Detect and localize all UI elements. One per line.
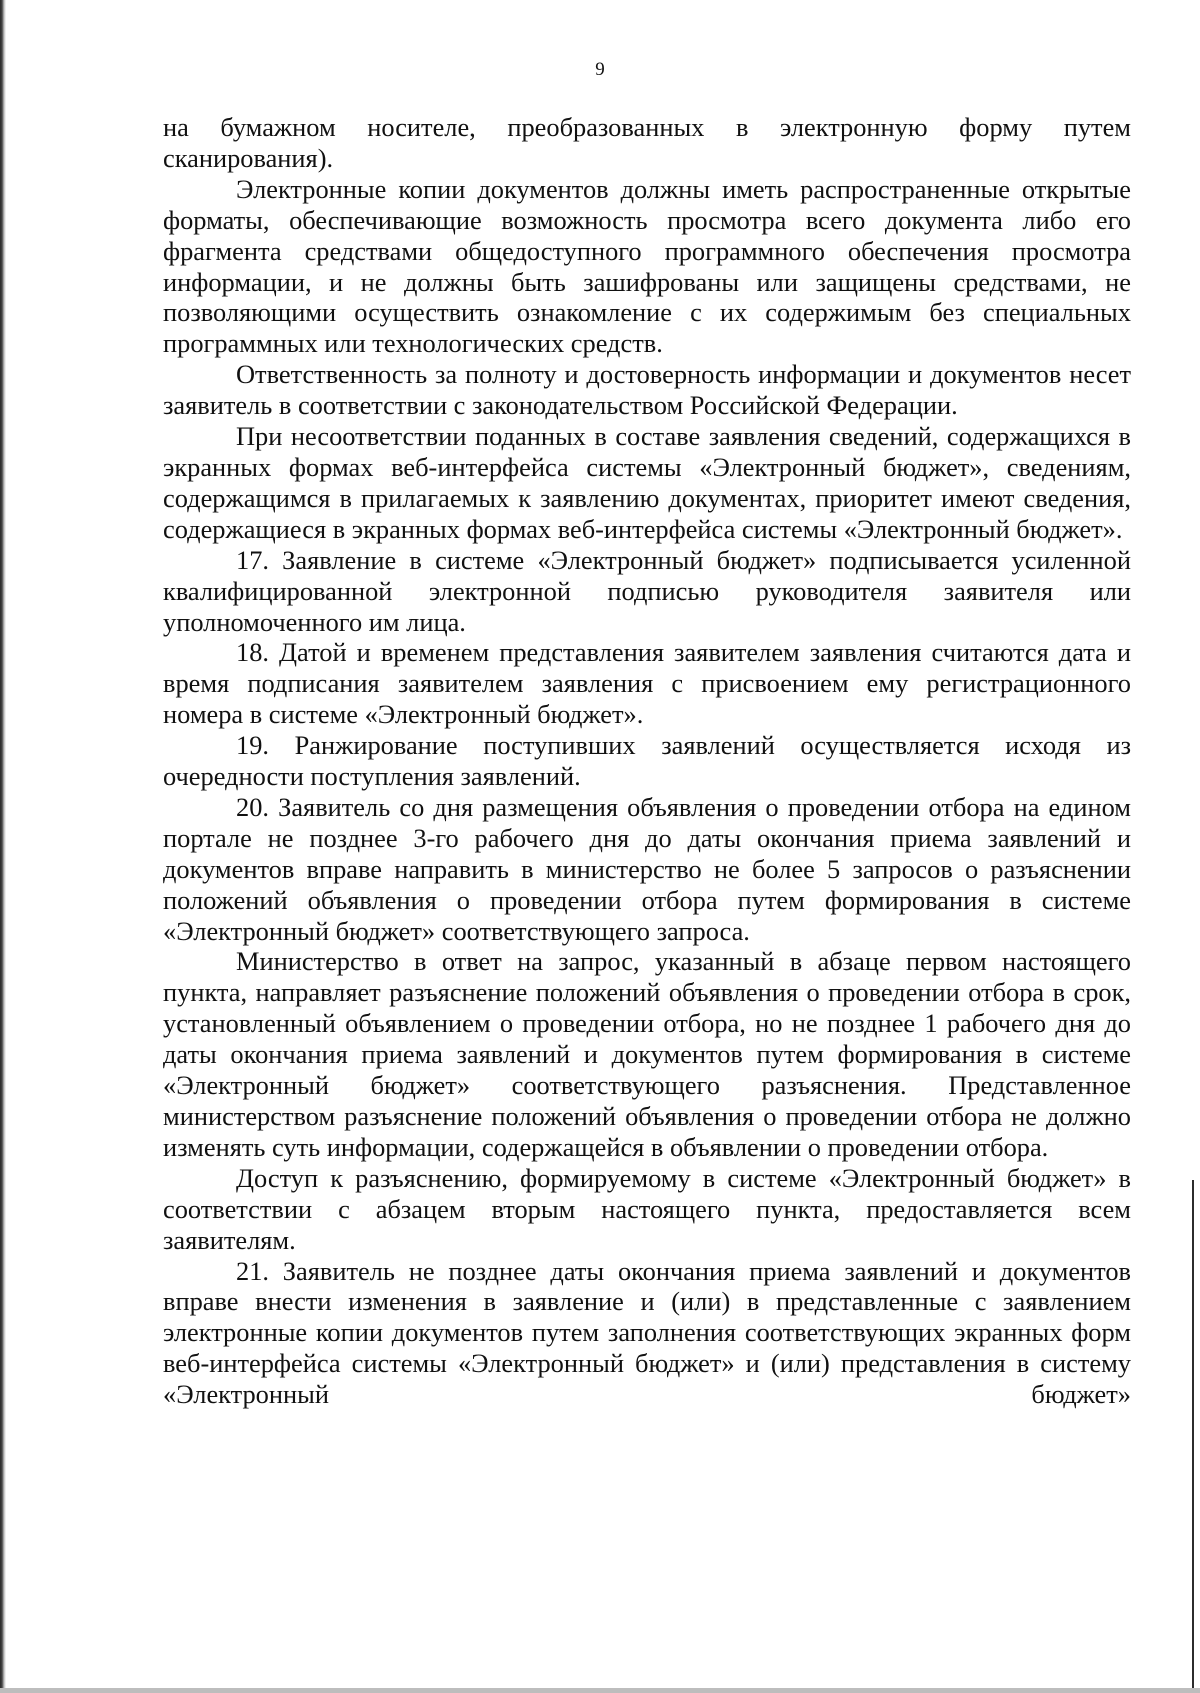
- document-body: [163, 112, 1131, 1410]
- paragraph-item-21: 21. Заявитель не позднее даты окончания приема заявлений и документов вправе внести изменения в заявление и (или) в представленные с заявлением электронные копии документов путем заполнения соответствующих экранных форм веб-интерфейса системы «Электронный бюджет» и (или) представления в систему «Электронный бюджет»: [163, 1255, 1131, 1410]
- paragraph: Электронные копии документов должны иметь распространенные открытые форматы, обеспечивающие возможность просмотра всего документа либо его фрагмента средствами общедоступного программного обеспечения просмотра информации, и не должны быть зашифрованы или защищены средствами, не позволяющими осуществить ознакомление с их содержимым без специальных программных или технологических средств.: [163, 173, 1131, 359]
- paragraph-item-17: 17. Заявление в системе «Электронный бюджет» подписывается усиленной квалифицированной электронной подписью руководителя заявителя или уполномоченного им лица.: [163, 544, 1131, 637]
- scan-edge-right: [1192, 1180, 1194, 1693]
- paragraph: При несоответствии поданных в составе заявления сведений, содержащихся в экранных формах веб-интерфейса системы «Электронный бюджет», сведениям, содержащимся в прилагаемых к заявлению документах, приоритет имеют сведения, содержащиеся в экранных формах веб-интерфейса системы «Электронный бюджет».: [163, 421, 1131, 544]
- scan-edge-bottom: [0, 1688, 1200, 1693]
- paragraph: Доступ к разъяснению, формируемому в системе «Электронный бюджет» в соответствии с абзацем вторым настоящего пункта, предоставляется всем заявителям.: [163, 1162, 1131, 1255]
- paragraph: на бумажном носителе, преобразованных в электронную форму путем сканирования).: [163, 112, 1131, 173]
- paragraph-item-19: 19. Ранжирование поступивших заявлений осуществляется исходя из очередности поступления заявлений.: [163, 730, 1131, 792]
- paragraph-item-20: 20. Заявитель со дня размещения объявления о проведении отбора на едином портале не позднее 3-го рабочего дня до даты окончания приема заявлений и документов вправе направить в министерство не более 5 запросов о разъяснении положений объявления о проведении отбора путем формирования в системе «Электронный бюджет» соответствующего запроса.: [163, 791, 1131, 946]
- paragraph: Министерство в ответ на запрос, указанный в абзаце первом настоящего пункта, направляет разъяснение положений объявления о проведении отбора в срок, установленный объявлением о проведении отбора, но не позднее 1 рабочего дня до даты окончания приема заявлений и документов путем формирования в системе «Электронный бюджет» соответствующего разъяснения. Представленное министерством разъяснение положений объявления о проведении отбора не должно изменять суть информации, содержащейся в объявлении о проведении отбора.: [163, 946, 1131, 1162]
- paragraph: Ответственность за полноту и достоверность информации и документов несет заявитель в соответствии с законодательством Российской Федерации.: [163, 359, 1131, 421]
- paragraph-item-18: 18. Датой и временем представления заявителем заявления считаются дата и время подписания заявителем заявления с присвоением ему регистрационного номера в системе «Электронный бюджет».: [163, 637, 1131, 730]
- page-number: 9: [595, 59, 605, 80]
- scan-edge-left: [0, 0, 6, 1693]
